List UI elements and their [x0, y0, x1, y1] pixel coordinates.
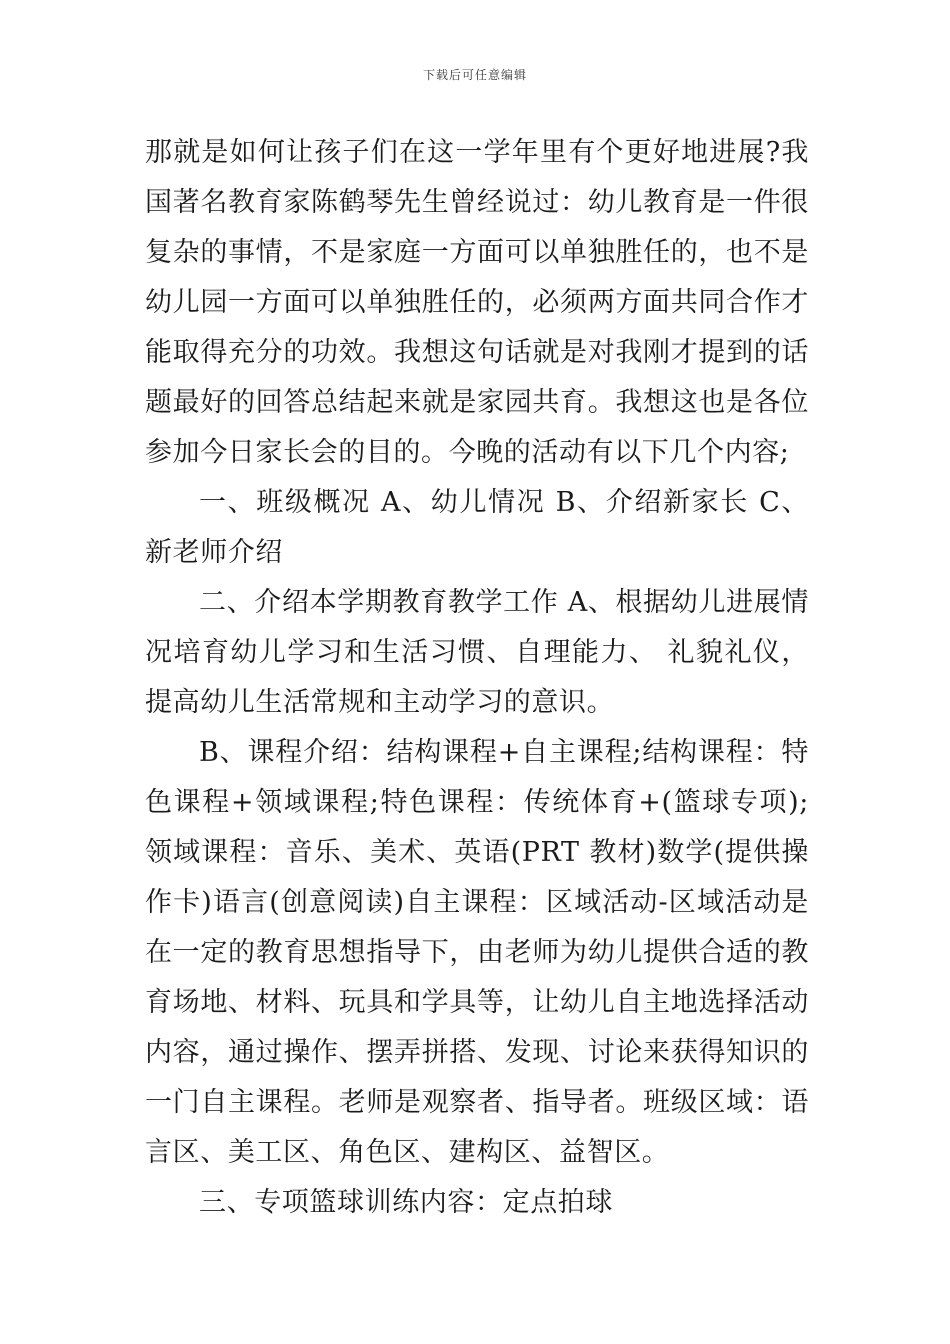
paragraph-item-one: 一、班级概况 A、幼儿情况 B、介绍新家长 C、新老师介绍	[145, 487, 809, 568]
header-note: 下载后可任意编辑	[422, 68, 527, 82]
paragraph-item-three: 三、专项篮球训练内容：定点拍球	[199, 1187, 613, 1218]
paragraph-intro: 那就是如何让孩子们在这一学年里有个更好地进展?我国著名教育家陈鹤琴先生曾经说过：幼儿教育是一件很复杂的事情，不是家庭一方面可以单独胜任的，也不是幼儿园一方面可以单独胜任的，必须两方面共同合作才能取得充分的功效。我想这句话就是对我刚才提到的话题最好的回答总结起来就是家园共育。我想这也是各位参加今日家长会的目的。今晚的活动有以下几个内容;	[145, 137, 809, 468]
document-body	[145, 128, 809, 1228]
paragraph-item-two-b: B、课程介绍：结构课程+自主课程;结构课程：特色课程+领域课程;特色课程：传统体育+(篮球专项);领域课程：音乐、美术、英语(PRT 教材)数学(提供操作卡)语言(创意阅读)自主课程：区域活动-区域活动是在一定的教育思想指导下，由老师为幼儿提供合适的教育场地、材料、玩具和学具等，让幼儿自主地选择活动内容，通过操作、摆弄拼搭、发现、讨论来获得知识的一门自主课程。老师是观察者、指导者。班级区域：语言区、美工区、角色区、建构区、益智区。	[145, 737, 809, 1168]
paragraph-item-two: 二、介绍本学期教育教学工作 A、根据幼儿进展情况培育幼儿学习和生活习惯、自理能力、 礼貌礼仪，提高幼儿生活常规和主动学习的意识。	[145, 587, 809, 718]
